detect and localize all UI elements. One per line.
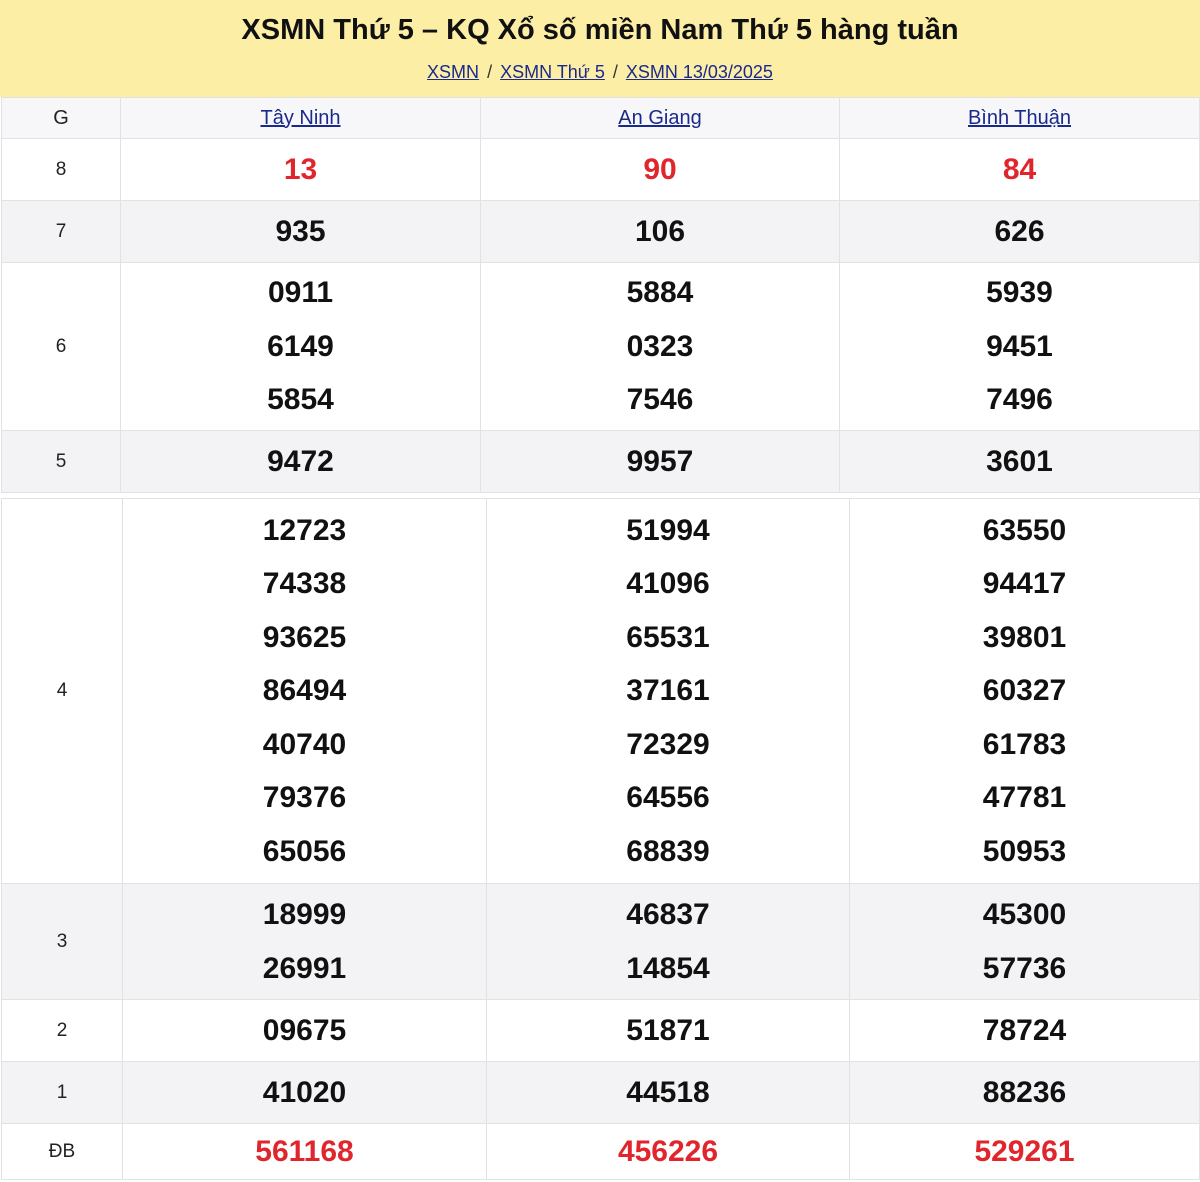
- prize-cell: [840, 263, 1200, 431]
- prize-number: 13: [283, 152, 318, 186]
- breadcrumb-separator: /: [487, 62, 493, 82]
- prize-number: 7546: [626, 383, 694, 417]
- prize-label: 5: [2, 431, 121, 493]
- table-row-prize-6: [2, 263, 1200, 431]
- breadcrumb-xsmn-date[interactable]: XSMN 13/03/2025: [625, 62, 773, 82]
- breadcrumb-xsmn[interactable]: XSMN: [427, 62, 480, 82]
- special-prize-number: 456226: [617, 1134, 719, 1168]
- prize-number: 74338: [262, 567, 347, 601]
- prize-number: 39801: [982, 620, 1067, 654]
- prize-cell: [850, 499, 1200, 884]
- prize-cell: [121, 431, 481, 493]
- prize-number: 72329: [626, 727, 710, 761]
- results-table-upper: [1, 97, 1200, 493]
- prize-cell: [850, 884, 1200, 1000]
- special-prize-number: 529261: [974, 1134, 1075, 1168]
- prize-number: 9451: [986, 329, 1053, 363]
- prize-label: 4: [2, 499, 123, 884]
- prize-number: 65531: [626, 620, 710, 654]
- prize-number: 626: [994, 214, 1045, 248]
- prize-number: 9472: [267, 444, 334, 478]
- province-link-an-giang[interactable]: An Giang: [618, 106, 702, 129]
- prize-number: 88236: [982, 1075, 1067, 1109]
- prize-label: 6: [2, 263, 121, 431]
- prize-number: 51871: [626, 1013, 710, 1047]
- prize-number: 12723: [262, 513, 347, 547]
- prize-cell: [123, 1000, 487, 1062]
- page-title: XSMN Thứ 5 – KQ Xổ số miền Nam Thứ 5 hàng tuần: [241, 14, 959, 46]
- breadcrumb: [0, 62, 1200, 83]
- prize-label: 1: [2, 1062, 123, 1124]
- table-row-prize-1: [2, 1062, 1200, 1124]
- prize-cell: [487, 884, 850, 1000]
- prize-number: 106: [634, 214, 686, 248]
- prize-number: 26991: [262, 951, 347, 985]
- header-g: G: [2, 98, 121, 139]
- prize-number: 50953: [982, 834, 1067, 868]
- prize-cell: [123, 884, 487, 1000]
- prize-cell: [123, 1062, 487, 1124]
- prize-number: 45300: [982, 898, 1067, 931]
- prize-cell: [850, 1000, 1200, 1062]
- prize-cell: [840, 139, 1200, 201]
- prize-number: 6149: [267, 329, 334, 363]
- province-link-tay-ninh[interactable]: Tây Ninh: [260, 106, 341, 129]
- prize-number: 09675: [262, 1013, 347, 1047]
- prize-number: 5939: [986, 276, 1053, 310]
- prize-number: 41020: [262, 1075, 347, 1109]
- prize-cell: [481, 431, 840, 493]
- special-prize-cell: [487, 1124, 850, 1180]
- prize-number: 61783: [982, 727, 1067, 761]
- prize-number: 93625: [262, 620, 347, 654]
- prize-number: 44518: [626, 1075, 710, 1109]
- prize-number: 18999: [262, 898, 347, 931]
- prize-number: 78724: [982, 1013, 1067, 1047]
- prize-cell: [481, 201, 840, 263]
- prize-number: 37161: [626, 674, 710, 708]
- prize-number: 47781: [982, 781, 1067, 815]
- prize-number: 86494: [262, 674, 347, 708]
- special-prize-cell: [123, 1124, 487, 1180]
- prize-label: 3: [2, 884, 123, 1000]
- prize-cell: [123, 499, 487, 884]
- prize-number: 9957: [626, 444, 694, 478]
- table-row-prize-7: [2, 201, 1200, 263]
- prize-number: 68839: [626, 834, 710, 868]
- prize-cell: [481, 139, 840, 201]
- prize-number: 90: [643, 152, 677, 186]
- prize-number: 79376: [262, 781, 347, 815]
- prize-number: 65056: [262, 834, 347, 868]
- prize-label: 8: [2, 139, 121, 201]
- table-row-prize-4: [2, 499, 1200, 884]
- prize-number: 64556: [626, 781, 710, 815]
- prize-label: 2: [2, 1000, 123, 1062]
- prize-cell: [121, 201, 481, 263]
- special-prize-cell: [850, 1124, 1200, 1180]
- table-row-prize-8: [2, 139, 1200, 201]
- prize-number: 3601: [986, 444, 1053, 478]
- prize-number: 0911: [267, 276, 334, 310]
- table-row-prize-db: [2, 1124, 1200, 1180]
- prize-number: 5884: [626, 276, 694, 310]
- prize-cell: [840, 201, 1200, 263]
- table-row-prize-2: [2, 1000, 1200, 1062]
- breadcrumb-separator: /: [612, 62, 618, 82]
- prize-number: 935: [275, 214, 326, 248]
- prize-number: 51994: [626, 513, 710, 547]
- province-link-binh-thuan[interactable]: Bình Thuận: [967, 106, 1072, 129]
- header-province-tay-ninh: [121, 98, 481, 139]
- prize-cell: [487, 1062, 850, 1124]
- header-province-binh-thuan: [840, 98, 1200, 139]
- prize-cell: [487, 499, 850, 884]
- header-province-an-giang: [481, 98, 840, 139]
- prize-cell: [121, 263, 481, 431]
- prize-number: 94417: [982, 567, 1067, 601]
- table-row-prize-3: [2, 884, 1200, 1000]
- prize-cell: [121, 139, 481, 201]
- breadcrumb-xsmn-thu-5[interactable]: XSMN Thứ 5: [500, 62, 605, 82]
- prize-label: 7: [2, 201, 121, 263]
- prize-cell: [487, 1000, 850, 1062]
- results-table-lower: [1, 498, 1200, 1180]
- prize-number: 0323: [626, 329, 694, 363]
- table-header-row: [2, 98, 1200, 139]
- prize-number: 41096: [626, 567, 710, 601]
- special-prize-number: 561168: [255, 1134, 354, 1168]
- prize-number: 7496: [986, 383, 1053, 417]
- table-row-prize-5: [2, 431, 1200, 493]
- prize-number: 40740: [262, 727, 347, 761]
- page-header: [0, 0, 1200, 97]
- prize-number: 63550: [982, 513, 1067, 547]
- prize-cell: [850, 1062, 1200, 1124]
- prize-cell: [840, 431, 1200, 493]
- prize-number: 5854: [267, 383, 334, 417]
- prize-number: 60327: [982, 674, 1067, 708]
- prize-number: 57736: [982, 951, 1067, 985]
- prize-label: ĐB: [2, 1124, 123, 1180]
- prize-number: 84: [1002, 152, 1037, 186]
- prize-cell: [481, 263, 840, 431]
- prize-number: 14854: [626, 951, 710, 985]
- prize-number: 46837: [626, 898, 710, 931]
